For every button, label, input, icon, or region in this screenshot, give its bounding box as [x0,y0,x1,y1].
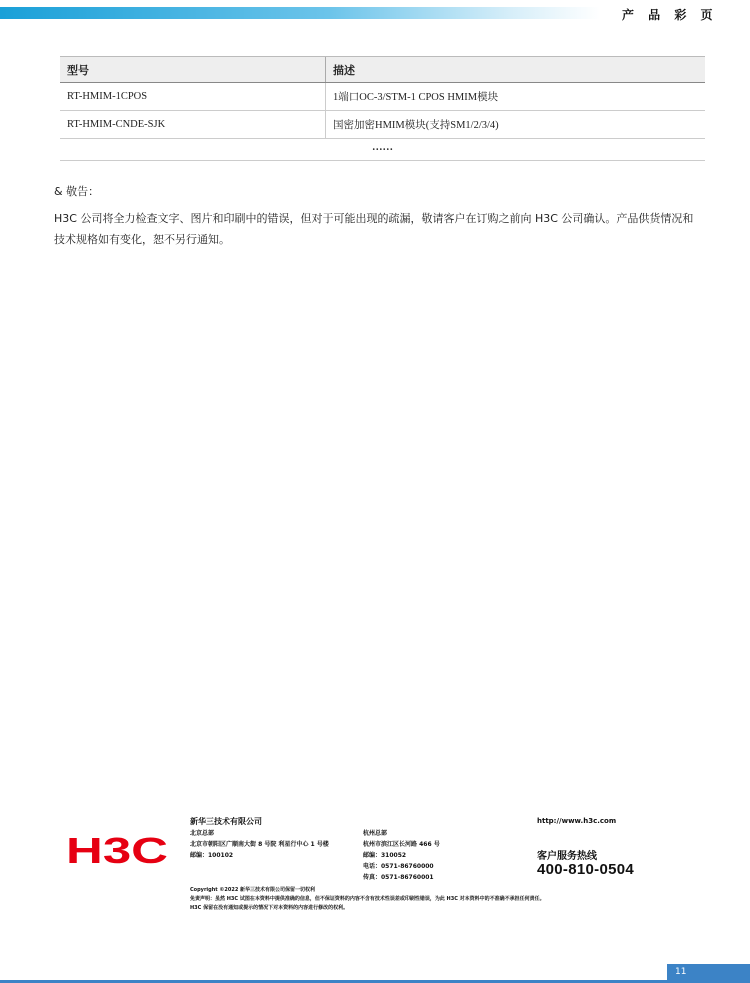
notice-body: H3C 公司将全力检查文字、图片和印刷中的错误，但对于可能出现的疏漏，敬请客户在订购之前向 H3C 公司确认。产品供货情况和技术规格如有变化，恕不另行通知。 [54,212,694,246]
hangzhou-title: 杭州总部 [363,830,388,837]
h3c-logo-text: H3C [66,836,168,866]
disclaimer-text: 免责声明：虽然 H3C 试图在本资料中提供准确的信息，但不保证资料的内容不含有技术性误差或印刷性错误，为此 H3C 对本资料中的不准确不承担任何责任。 [190,896,545,902]
website-url: http://www.h3c.com [537,817,617,825]
hangzhou-address-block [363,828,440,883]
beijing-address: 北京市朝阳区广顺南大街 8 号院 利星行中心 1 号楼 [190,841,329,848]
hangzhou-phone: 电话：0571-86760000 [363,863,434,870]
model-cell: RT-HMIM-1CPOS [60,83,326,111]
table-row [60,83,705,111]
beijing-postcode: 邮编：100102 [190,852,234,859]
legal-notice [190,886,545,913]
model-table [60,56,705,161]
beijing-title: 北京总部 [190,830,215,837]
reserve-rights-text: H3C 保留在没有通知或提示的情况下对本资料的内容进行修改的权利。 [190,905,349,911]
notice-heading: & 敬告： [54,185,100,198]
ellipsis-text: …… [60,139,705,161]
hangzhou-postcode: 邮编：310052 [363,852,407,859]
table-row [60,111,705,139]
hotline-label: 客户服务热线 [537,851,597,862]
hangzhou-fax: 传真：0571-86760001 [363,874,434,881]
page-header-title: 产 品 彩 页 [622,8,718,22]
column-header-model: 型号 [60,57,326,83]
copyright-text: Copyright ©2022 新华三技术有限公司保留一切权利 [190,887,316,893]
header-gradient-bar [0,7,600,19]
hotline-number: 400-810-0504 [537,861,635,878]
beijing-address-block [190,828,329,861]
h3c-logo [66,836,168,870]
column-header-description: 描述 [326,57,706,83]
h3c-logo-graphic [66,836,168,866]
model-cell: RT-HMIM-CNDE-SJK [60,111,326,139]
page-number: 11 [667,964,750,980]
description-cell: 国密加密HMIM模块(支持SM1/2/3/4) [326,111,706,139]
table-header-row [60,57,705,83]
table-ellipsis-row [60,139,705,161]
hangzhou-address: 杭州市滨江区长河路 466 号 [363,841,440,848]
company-name: 新华三技术有限公司 [190,817,262,826]
description-cell: 1端口OC-3/STM-1 CPOS HMIM模块 [326,83,706,111]
